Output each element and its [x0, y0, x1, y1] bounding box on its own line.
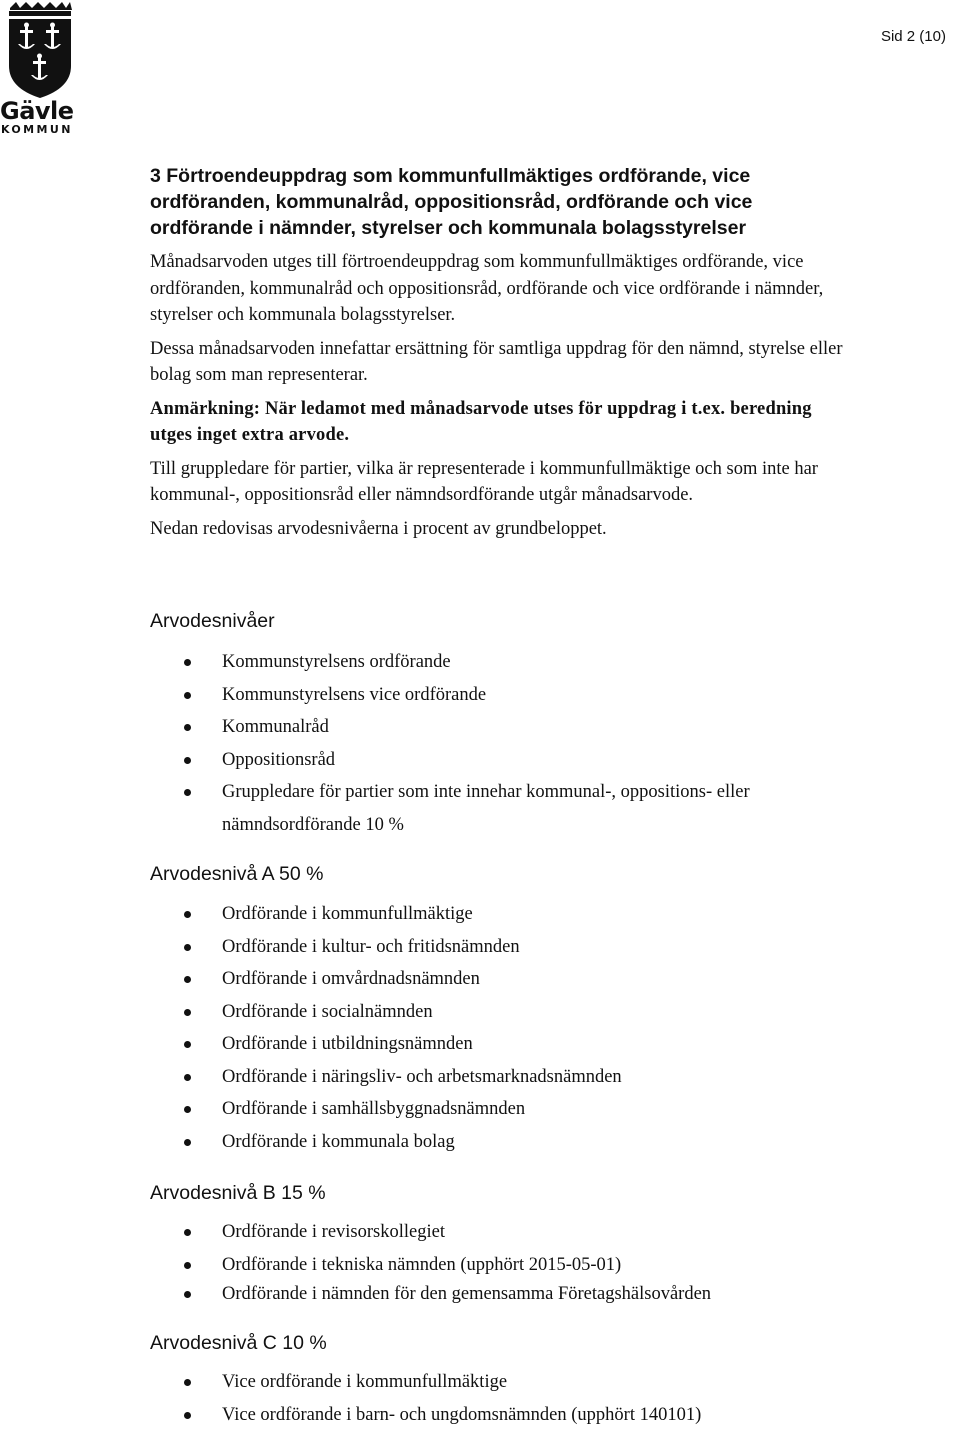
- bullet-icon: [184, 1229, 191, 1236]
- list-item: Ordförande i kultur- och fritidsnämnden: [150, 931, 870, 964]
- bullet-icon: [184, 1291, 191, 1298]
- bullet-icon: [184, 1412, 191, 1419]
- page-number: Sid 2 (10): [881, 28, 946, 45]
- bullet-icon: [184, 1139, 191, 1146]
- bullet-icon: [184, 944, 191, 951]
- bullet-icon: [184, 1074, 191, 1081]
- section-heading: 3 Förtroendeuppdrag som kommunfullmäktiges ordförande, vice ordföranden, kommunalråd, oppositionsråd, ordförande och vice ordförande i nämnder, styrelser och kommunala bolagsstyrelser: [150, 163, 850, 241]
- bullet-icon: [184, 757, 191, 764]
- list-item: Ordförande i socialnämnden: [150, 996, 870, 1029]
- list-item: Ordförande i omvårdnadsnämnden: [150, 963, 870, 996]
- list-item: Kommunalråd: [150, 711, 870, 744]
- paragraph-levels-intro: Nedan redovisas arvodesnivåerna i procent av grundbeloppet.: [150, 516, 850, 543]
- bullet-icon: [184, 1041, 191, 1048]
- level-b-list: [150, 1216, 870, 1307]
- list-item: Ordförande i nämnden för den gemensamma Företagshälsovården: [150, 1281, 870, 1307]
- paragraph-group-leaders: Till gruppledare för partier, vilka är representerade i kommunfullmäktige och som inte har kommunal-, oppositionsråd eller nämndsordförande utgår månadsarvode.: [150, 456, 850, 509]
- municipality-logo: [0, 0, 80, 140]
- paragraph-note: Anmärkning: När ledamot med månadsarvode utses för uppdrag i t.ex. beredning utges inget extra arvode.: [150, 396, 850, 449]
- bullet-icon: [184, 789, 191, 796]
- bullet-icon: [184, 911, 191, 918]
- bullet-icon: [184, 659, 191, 666]
- list-item: Ordförande i kommunfullmäktige: [150, 898, 870, 931]
- logo-name: Gävle: [0, 98, 80, 124]
- level-b-heading: Arvodesnivå B 15 %: [150, 1180, 326, 1206]
- list-item: Ordförande i näringsliv- och arbetsmarknadsnämnden: [150, 1061, 870, 1094]
- level-a-heading: Arvodesnivå A 50 %: [150, 861, 323, 887]
- paragraph-monthly-fees: Månadsarvoden utges till förtroendeuppdrag som kommunfullmäktiges ordförande, vice ordföranden, kommunalråd och oppositionsråd, ordförande och vice ordförande i nämnder, styrelser och kommunala bolagsstyrelser.: [150, 249, 850, 329]
- list-item: Ordförande i samhällsbyggnadsnämnden: [150, 1093, 870, 1126]
- bullet-icon: [184, 1106, 191, 1113]
- level-c-list: [150, 1366, 870, 1431]
- bullet-icon: [184, 1379, 191, 1386]
- bullet-icon: [184, 1262, 191, 1269]
- logo-subtitle: KOMMUN: [1, 123, 73, 137]
- level-a-list: [150, 898, 870, 1158]
- levels-heading: Arvodesnivåer: [150, 608, 275, 634]
- list-item: Ordförande i tekniska nämnden (upphört 2015-05-01): [150, 1249, 870, 1282]
- list-item: Kommunstyrelsens vice ordförande: [150, 679, 870, 712]
- list-item: Vice ordförande i kommunfullmäktige: [150, 1366, 870, 1399]
- bullet-icon: [184, 724, 191, 731]
- list-item: Gruppledare för partier som inte innehar kommunal-, oppositions- eller nämndsordförande 10 %: [150, 776, 792, 841]
- bullet-icon: [184, 976, 191, 983]
- bullet-icon: [184, 692, 191, 699]
- list-item: Ordförande i revisorskollegiet: [150, 1216, 870, 1249]
- list-item: Vice ordförande i barn- och ungdomsnämnden (upphört 140101): [150, 1399, 870, 1431]
- coat-of-arms-icon: [6, 2, 76, 100]
- bullet-icon: [184, 1009, 191, 1016]
- list-item: Ordförande i utbildningsnämnden: [150, 1028, 870, 1061]
- levels-list: [150, 646, 870, 841]
- document-body: [150, 163, 850, 549]
- list-item: Kommunstyrelsens ordförande: [150, 646, 870, 679]
- list-item: Oppositionsråd: [150, 744, 870, 777]
- list-item: Ordförande i kommunala bolag: [150, 1126, 870, 1159]
- paragraph-compensation-scope: Dessa månadsarvoden innefattar ersättning för samtliga uppdrag för den nämnd, styrelse eller bolag som man representerar.: [150, 336, 850, 389]
- level-c-heading: Arvodesnivå C 10 %: [150, 1330, 327, 1356]
